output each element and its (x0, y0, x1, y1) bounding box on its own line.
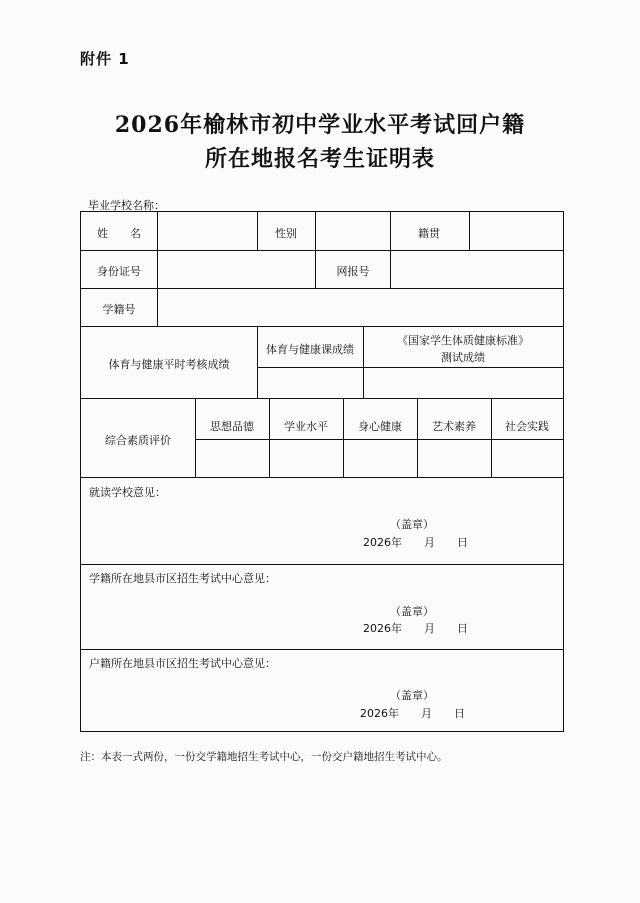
col-divider (157, 212, 158, 288)
id-number-label: 身份证号 (97, 265, 141, 278)
fitness-test-label: 《国家学生体质健康标准》 (397, 334, 529, 347)
row-divider (81, 326, 563, 327)
page-title: 2026年榆林市初中学业水平考试回户籍 (114, 112, 526, 138)
pe-course-label: 体育与健康课成绩 (266, 343, 354, 356)
gender-label: 性别 (275, 227, 297, 240)
col-divider (315, 250, 316, 288)
row-divider (81, 477, 563, 478)
quality-item-art: 艺术素养 (432, 420, 476, 433)
row-divider (257, 367, 563, 368)
col-divider (315, 212, 316, 250)
household-date: 2026年 月 日 (360, 707, 465, 720)
page-subtitle: 所在地报名考生证明表 (204, 146, 435, 172)
col-divider (390, 212, 391, 250)
row-divider (81, 288, 563, 289)
col-divider (417, 398, 418, 477)
footnote: 注：本表一式两份，一份交学籍地招生考试中心，一份交户籍地招生考试中心。 (80, 751, 448, 763)
col-divider (257, 212, 258, 250)
row-divider (81, 250, 563, 251)
household-opinion-label: 户籍所在地县市区招生考试中心意见： (89, 657, 276, 670)
attachment-label: 附件 1 (80, 50, 130, 68)
col-divider (343, 398, 344, 477)
row-divider (195, 439, 563, 440)
school-seal: （盖章） (390, 518, 434, 531)
col-divider (390, 250, 391, 288)
fitness-test-label-2: 测试成绩 (441, 351, 485, 364)
online-reg-number-label: 网报号 (336, 265, 370, 278)
certificate-form (80, 211, 564, 732)
school-opinion-label: 就读学校意见： (89, 486, 166, 499)
quality-item-health: 身心健康 (358, 420, 402, 433)
col-divider (363, 326, 364, 398)
school-name-label: 毕业学校名称： (88, 199, 165, 212)
registry-seal: （盖章） (390, 605, 434, 618)
row-divider (81, 649, 563, 650)
origin-label: 籍贯 (418, 227, 440, 240)
pe-regular-label: 体育与健康平时考核成绩 (108, 358, 230, 371)
quality-item-social: 社会实践 (505, 420, 549, 433)
row-divider (81, 564, 563, 565)
quality-eval-label: 综合素质评价 (105, 434, 171, 447)
col-divider (491, 398, 492, 477)
quality-item-moral: 思想品德 (210, 420, 254, 433)
col-divider (269, 398, 270, 477)
student-id-label: 学籍号 (102, 303, 136, 316)
col-divider (157, 288, 158, 326)
name-label: 姓 名 (97, 227, 141, 240)
col-divider (469, 212, 470, 250)
col-divider (195, 398, 196, 477)
school-date: 2026年 月 日 (363, 536, 468, 549)
col-divider (257, 326, 258, 398)
quality-item-academic: 学业水平 (284, 420, 328, 433)
registry-date: 2026年 月 日 (363, 622, 468, 635)
household-seal: （盖章） (390, 689, 434, 702)
registry-opinion-label: 学籍所在地县市区招生考试中心意见： (89, 572, 276, 585)
